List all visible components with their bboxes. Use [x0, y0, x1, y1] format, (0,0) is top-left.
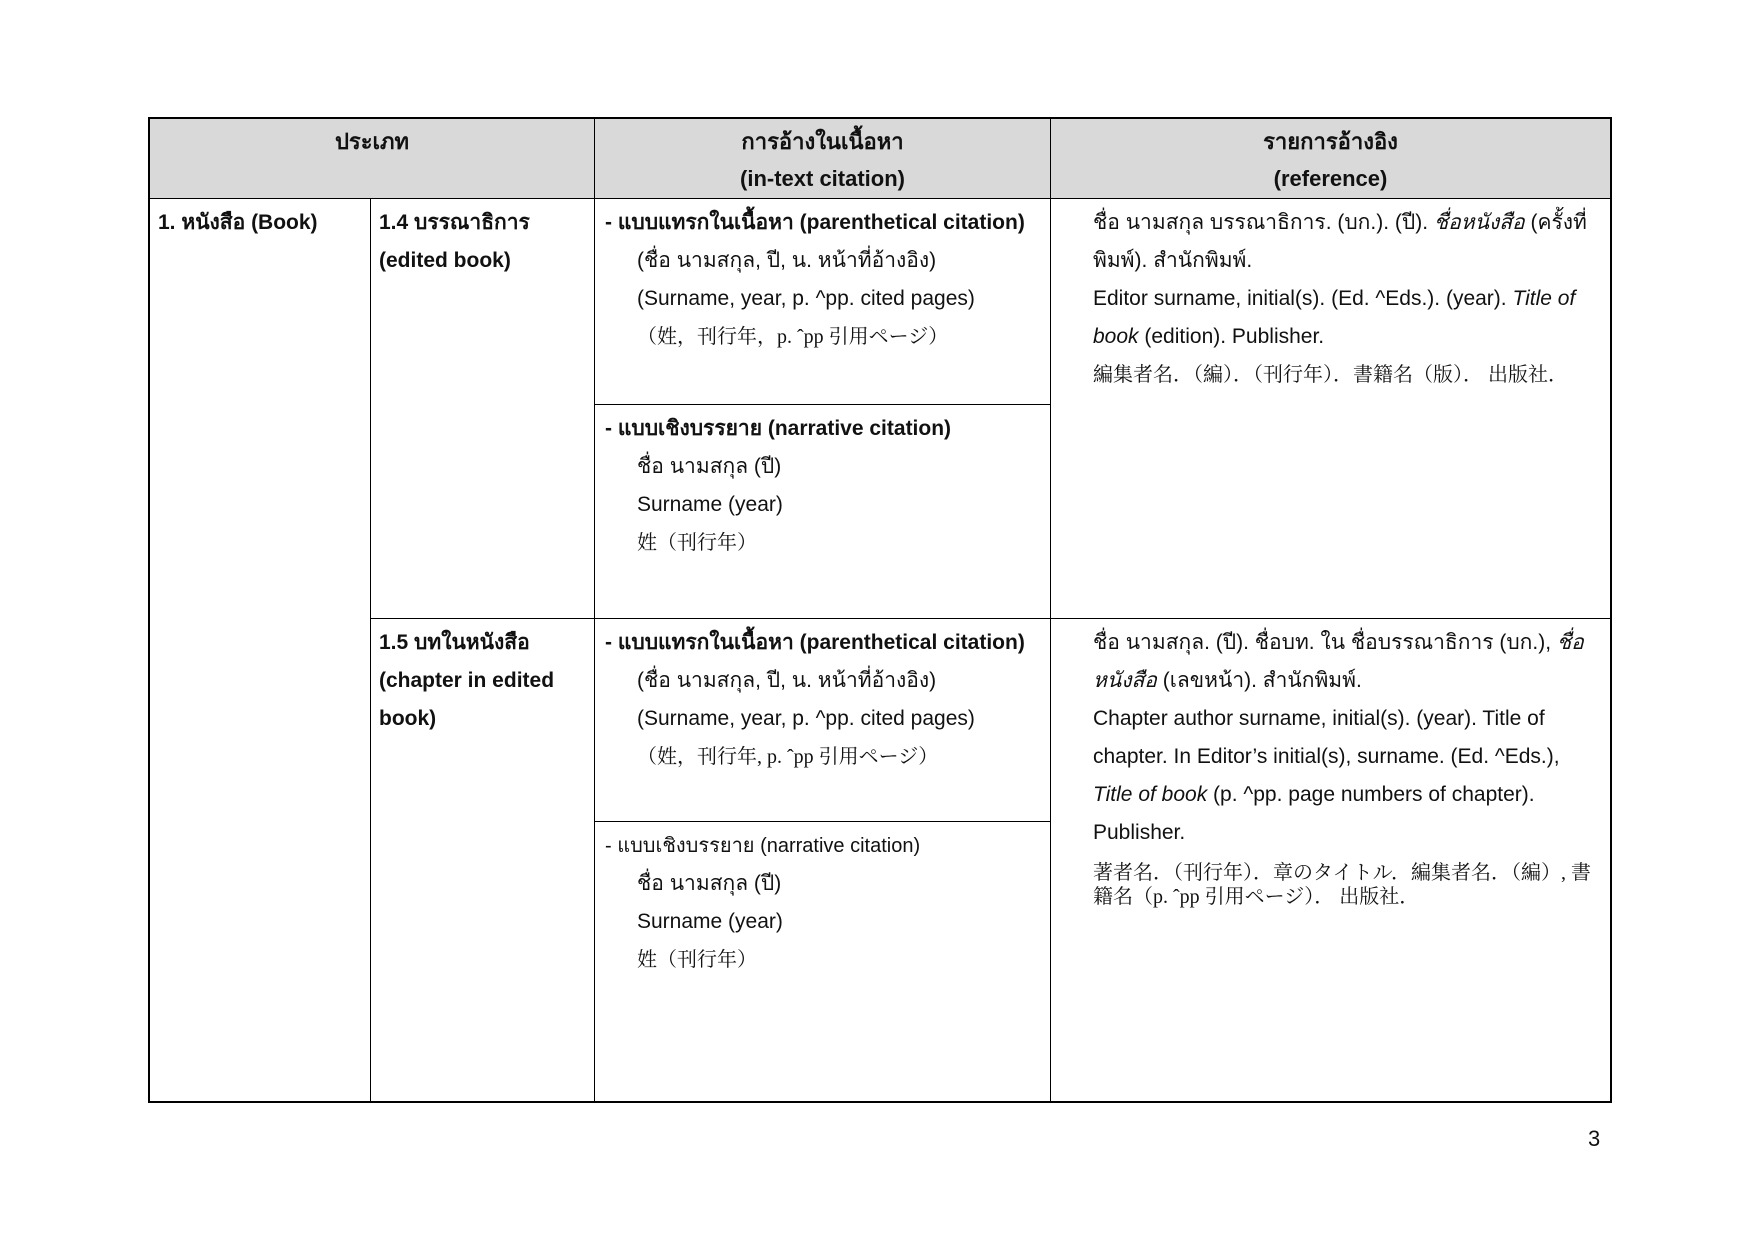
- intext-narrative-cell-1-5: [594, 821, 1050, 1101]
- parenthetical-item-japanese: （姓，刊行年, p. ˆpp 引用ページ）: [637, 746, 939, 768]
- list-item: [1059, 204, 1602, 280]
- narrative-item-japanese: 姓（刊行年）: [637, 532, 757, 554]
- narrative-heading-1-5: - แบบเชิงบรรยาย (narrative citation): [605, 835, 921, 857]
- bullet-square-icon: [1059, 852, 1093, 865]
- narrative-item-japanese: 姓（刊行年）: [637, 949, 757, 971]
- intext-parenthetical-cell-1-5: [594, 618, 1050, 821]
- bullet-square-icon: [603, 700, 637, 715]
- narrative-item-thai: ชื่อ นามสกุล (ปี): [637, 455, 782, 478]
- type-1-5-line3: book): [379, 707, 437, 730]
- bullet-square-icon: [603, 318, 637, 333]
- narrative-item-thai: ชื่อ นามสกุล (ปี): [637, 872, 782, 895]
- category-cell: [150, 199, 370, 1101]
- list-item: [603, 242, 1042, 280]
- table-header-row: [150, 119, 1610, 199]
- type-cell-1-4: [370, 199, 594, 618]
- narrative-item-english: Surname (year): [637, 910, 783, 933]
- list-item: [603, 486, 1042, 524]
- intext-narrative-cell-1-4: [594, 404, 1050, 618]
- list-item: [603, 318, 1042, 356]
- list-item: [1059, 356, 1602, 394]
- page-number: 3: [1588, 1126, 1601, 1151]
- parenthetical-item-japanese: （姓，刊行年，p. ˆpp 引用ページ）: [637, 326, 949, 348]
- header-cell-reference: [1050, 119, 1610, 198]
- reference-item-english: Chapter author surname, initial(s). (year). Title of chapter. In Editor’s initial(s), surname. (Ed. ^Eds.), Title of book (p. ^pp. page numbers of chapter). Publisher.: [1093, 707, 1560, 844]
- list-item: [603, 448, 1042, 486]
- bullet-square-icon: [1059, 356, 1093, 371]
- parenthetical-item-thai: (ชื่อ นามสกุล, ปี, น. หน้าที่อ้างอิง): [637, 669, 937, 692]
- bullet-square-icon: [603, 524, 637, 539]
- bullet-square-icon: [603, 662, 637, 677]
- type-1-4-line1: 1.4 บรรณาธิการ: [379, 211, 530, 234]
- list-item: [603, 280, 1042, 318]
- header-intext-line2: (in-text citation): [740, 166, 905, 191]
- bullet-square-icon: [1059, 624, 1093, 639]
- header-reference-line1: รายการอ้างอิง: [1263, 129, 1398, 154]
- narrative-heading-1-4: - แบบเชิงบรรยาย (narrative citation): [605, 417, 952, 440]
- header-reference-line2: (reference): [1273, 166, 1388, 191]
- narrative-item-english: Surname (year): [637, 493, 783, 516]
- header-type-line1: ประเภท: [334, 129, 410, 154]
- type-1-5-line1: 1.5 บทในหนังสือ: [379, 631, 530, 654]
- list-item: [603, 738, 1042, 776]
- list-item: [603, 865, 1042, 903]
- parenthetical-heading-1-4: - แบบแทรกในเนื้อหา (parenthetical citation): [605, 211, 1025, 234]
- reference-cell-1-5: [1050, 618, 1610, 1101]
- reference-cell-1-4: [1050, 199, 1610, 618]
- bullet-square-icon: [603, 865, 637, 880]
- list-item: [603, 524, 1042, 562]
- bullet-square-icon: [603, 242, 637, 257]
- type-cell-1-5: [370, 618, 594, 1101]
- type-1-4-line2: (edited book): [379, 249, 511, 272]
- citation-table: [148, 117, 1612, 1103]
- parenthetical-heading-1-5: - แบบแทรกในเนื้อหา (parenthetical citation): [605, 631, 1025, 654]
- header-cell-type: [150, 119, 594, 198]
- reference-item-japanese: 編集者名．（編）．（刊行年）．書籍名（版）． 出版社．: [1093, 364, 1568, 386]
- parenthetical-item-english: (Surname, year, p. ^pp. cited pages): [637, 707, 975, 730]
- bullet-square-icon: [603, 738, 637, 753]
- list-item: [603, 662, 1042, 700]
- reference-item-thai: ชื่อ นามสกุล. (ปี). ชื่อบท. ใน ชื่อบรรณาธิการ (บก.), ชื่อหนังสือ (เลขหน้า). สำนักพิมพ์.: [1093, 631, 1584, 692]
- reference-item-japanese: 著者名．（刊行年）．章のタイトル．編集者名．（編）, 書籍名（p. ˆpp 引用ページ）． 出版社．: [1093, 862, 1591, 908]
- reference-item-thai: ชื่อ นามสกุล บรรณาธิการ. (บก.). (ปี). ชื่อหนังสือ (ครั้งที่พิมพ์). สำนักพิมพ์.: [1093, 211, 1587, 272]
- bullet-square-icon: [603, 448, 637, 463]
- bullet-square-icon: [1059, 280, 1093, 295]
- category-label: 1. หนังสือ (Book): [158, 211, 318, 234]
- bullet-square-icon: [1059, 204, 1093, 219]
- parenthetical-item-english: (Surname, year, p. ^pp. cited pages): [637, 287, 975, 310]
- header-intext-line1: การอ้างในเนื้อหา: [741, 129, 904, 154]
- intext-parenthetical-cell-1-4: [594, 199, 1050, 404]
- list-item: [603, 903, 1042, 941]
- list-item: [1059, 700, 1602, 852]
- bullet-square-icon: [603, 486, 637, 501]
- bullet-square-icon: [603, 941, 637, 956]
- list-item: [1059, 624, 1602, 700]
- reference-item-english: Editor surname, initial(s). (Ed. ^Eds.). (year). Title of book (edition). Publisher.: [1093, 287, 1576, 348]
- list-item: [603, 941, 1042, 979]
- header-cell-intext: [594, 119, 1050, 198]
- bullet-square-icon: [603, 903, 637, 918]
- list-item: [1059, 852, 1602, 909]
- bullet-square-icon: [603, 280, 637, 295]
- parenthetical-item-thai: (ชื่อ นามสกุล, ปี, น. หน้าที่อ้างอิง): [637, 249, 937, 272]
- type-1-5-line2: (chapter in edited: [379, 669, 555, 692]
- list-item: [1059, 280, 1602, 356]
- list-item: [603, 700, 1042, 738]
- bullet-square-icon: [1059, 700, 1093, 715]
